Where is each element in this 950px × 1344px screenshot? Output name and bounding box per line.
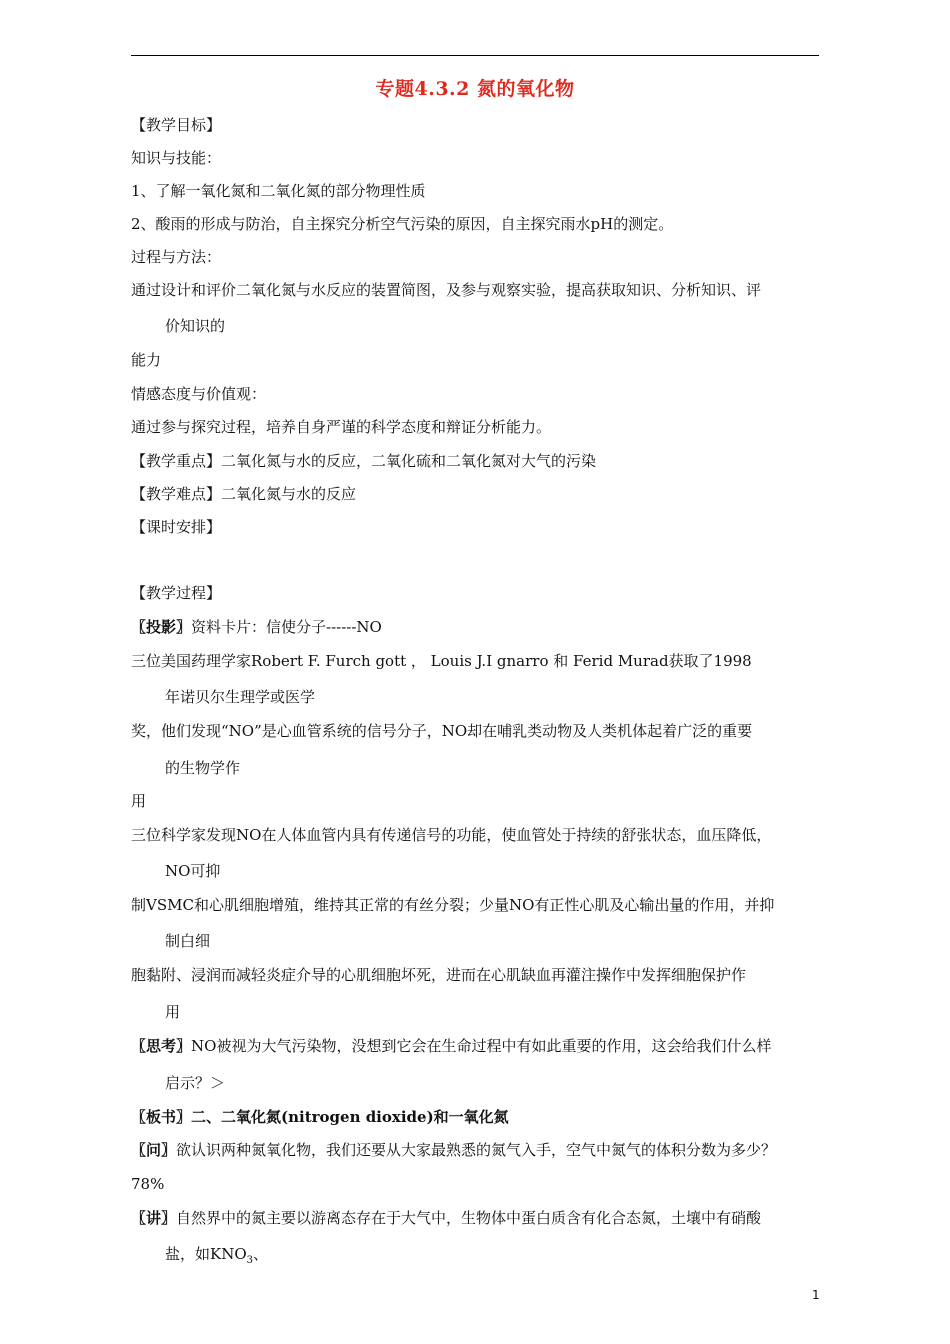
bracket-tag: 〖问〗 xyxy=(131,1141,177,1159)
section-heading-process: 【教学过程】 xyxy=(131,584,222,602)
text-line: 年诺贝尔生理学或医学 xyxy=(165,688,316,706)
text-line: 胞黏附、浸润而减轻炎症介导的心肌细胞坏死，进而在心肌缺血再灌注操作中发挥细胞保护作 xyxy=(131,966,747,984)
page-title: 专题4.3.2 氮的氧化物 xyxy=(375,78,575,100)
text-line: 制VSMC和心肌细胞增殖，维持其正常的有丝分裂；少量NO有正性心肌及心输出量的作用，并抑 xyxy=(131,896,775,914)
text-line: 三位科学家发现NO在人体血管内具有传递信号的功能，使血管处于持续的舒张状态，血压降低， xyxy=(131,826,772,844)
text-line: 知识与技能： xyxy=(131,149,222,167)
text-line xyxy=(131,1140,776,1160)
text-line xyxy=(131,1208,761,1228)
text-line: 制白细 xyxy=(165,932,211,950)
text-span: 欲认识两种氮氧化物，我们还要从大家最熟悉的氮气入手，空气中氮气的体积分数为多少？ xyxy=(176,1141,777,1159)
text-line: 能力 xyxy=(131,351,162,369)
text-line: 2、酸雨的形成与防治，自主探究分析空气污染的原因，自主探究雨水pH的测定。 xyxy=(131,215,674,233)
text-line: 78% xyxy=(131,1175,165,1193)
text-span: 资料卡片：信使分子------NO xyxy=(191,618,382,636)
section-heading-objectives: 【教学目标】 xyxy=(131,116,222,134)
text-line: 过程与方法： xyxy=(131,248,222,266)
text-line: 三位美国药理学家Robert F. Furch gott ， Louis J.I gnarro 和 Ferid Murad获取了1998 xyxy=(131,652,752,670)
text-line xyxy=(131,1036,771,1056)
text-line: 价知识的 xyxy=(165,317,226,335)
text-span: 盐，如KNO xyxy=(165,1245,247,1263)
header-rule xyxy=(131,55,819,56)
bracket-tag: 〖讲〗 xyxy=(131,1209,177,1227)
text-line: 情感态度与价值观： xyxy=(131,385,267,403)
board-heading: 〖板书〗二、二氧化氮(nitrogen dioxide)和一氧化氮 xyxy=(131,1108,509,1126)
section-heading-focus: 【教学重点】二氧化氮与水的反应，二氧化硫和二氧化氮对大气的污染 xyxy=(131,452,597,470)
text-line: 的生物学作 xyxy=(165,759,241,777)
text-line: 启示？＞ xyxy=(165,1074,226,1092)
bracket-tag: 〖投影〗 xyxy=(131,618,192,636)
text-span: 、 xyxy=(253,1245,269,1263)
text-line xyxy=(165,1244,268,1264)
text-line: 奖，他们发现“NO”是心血管系统的信号分子，NO却在哺乳类动物及人类机体起着广泛的重要 xyxy=(131,722,753,740)
bracket-tag: 〖思考〗 xyxy=(131,1037,192,1055)
text-line: NO可抑 xyxy=(165,862,221,880)
subscript: 3 xyxy=(246,1255,254,1266)
text-line: 用 xyxy=(131,792,147,810)
text-span: 自然界中的氮主要以游离态存在于大气中，生物体中蛋白质含有化合态氮，土壤中有硝酸 xyxy=(176,1209,762,1227)
section-heading-schedule: 【课时安排】 xyxy=(131,518,222,536)
section-heading-difficulty: 【教学难点】二氧化氮与水的反应 xyxy=(131,485,357,503)
text-line: 用 xyxy=(165,1003,181,1021)
text-span: NO被视为大气污染物，没想到它会在生命过程中有如此重要的作用，这会给我们什么样 xyxy=(191,1037,772,1055)
text-line xyxy=(131,617,382,637)
text-line: 1、了解一氧化氮和二氧化氮的部分物理性质 xyxy=(131,182,426,200)
text-line: 通过设计和评价二氧化氮与水反应的装置简图，及参与观察实验，提高获取知识、分析知识、评 xyxy=(131,281,762,299)
text-line: 通过参与探究过程，培养自身严谨的科学态度和辩证分析能力。 xyxy=(131,418,552,436)
page-number: 1 xyxy=(812,1288,820,1302)
